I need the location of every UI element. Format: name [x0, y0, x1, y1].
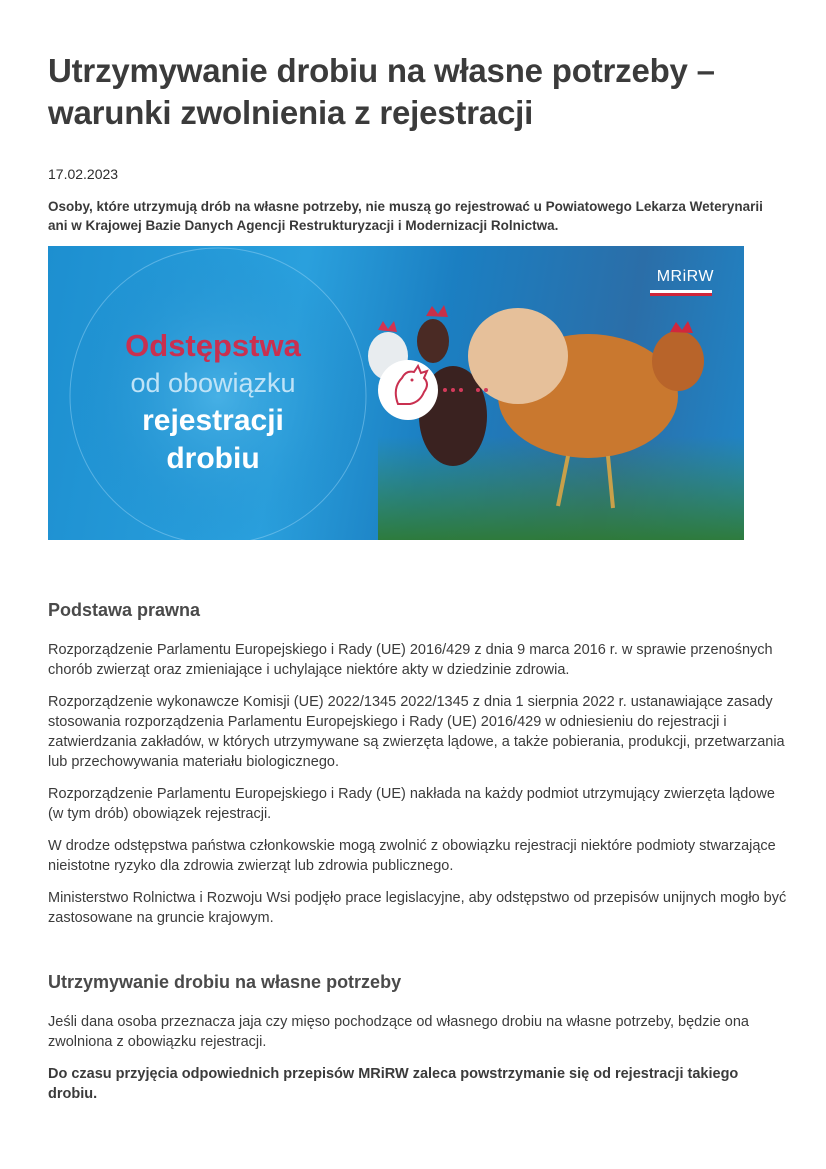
document-page	[48, 50, 788, 1104]
flag-stripe	[650, 290, 712, 296]
lead-paragraph: Osoby, które utrzymują drób na własne potrzeby, nie muszą go rejestrować u Powiatowego Lekarza Weterynarii ani w Krajowej Bazie Danych Agencji Restrukturyzacji i Modernizacji Rolnictwa.	[48, 199, 763, 233]
page-title: Utrzymywanie drobiu na własne potrzeby – warunki zwolnienia z rejestracji	[48, 52, 715, 131]
banner-line-1: Odstępstwa	[125, 328, 301, 363]
section-heading-legal-basis: Podstawa prawna	[48, 600, 201, 620]
recommendation-paragraph: Do czasu przyjęcia odpowiednich przepisów MRiRW zaleca powstrzymanie się od rejestracji takiego drobiu.	[48, 1066, 739, 1102]
banner-line-3: rejestracji	[142, 404, 284, 437]
legal-paragraph: W drodze odstępstwa państwa członkowskie mogą zwolnić z obowiązku rejestracji niektóre podmioty stwarzające nieistotne ryzyko dla zdrowia zwierząt lub zdrowia publicznego.	[48, 838, 776, 874]
own-use-paragraph: Jeśli dana osoba przeznacza jaja czy mięso pochodzące od własnego drobiu na własne potrzeby, będzie ona zwolniona z obowiązku rejestracji.	[48, 1014, 749, 1050]
rooster-icon	[378, 360, 438, 420]
legal-paragraph: Rozporządzenie Parlamentu Europejskiego i Rady (UE) 2016/429 z dnia 9 marca 2016 r. w sprawie przenośnych chorób zwierząt oraz zmieniające i uchylające niektóre akty w dziedzinie zdrowia.	[48, 642, 773, 678]
header-banner-image	[48, 246, 744, 540]
banner-line-2: od obowiązku	[130, 368, 296, 398]
publication-date: 17.02.2023	[48, 166, 119, 182]
section-heading-own-use: Utrzymywanie drobiu na własne potrzeby	[48, 972, 402, 992]
legal-paragraph: Rozporządzenie Parlamentu Europejskiego i Rady (UE) nakłada na każdy podmiot utrzymujący zwierzęta lądowe (w tym drób) obowiązek rejestracji.	[48, 786, 775, 822]
brand-logo-text: MRiRW	[656, 268, 714, 285]
legal-paragraph: Ministerstwo Rolnictwa i Rozwoju Wsi podjęło prace legislacyjne, aby odstępstwo od przepisów unijnych mogło być zastosowane na gruncie krajowym.	[48, 890, 787, 926]
legal-paragraph: Rozporządzenie wykonawcze Komisji (UE) 2022/1345 2022/1345 z dnia 1 sierpnia 2022 r. ustanawiające zasady stosowania rozporządzenia Parlamentu Europejskiego i Rady (UE) 2016/429 w odniesieniu do rejestracji i zatwierdzania zakładów, w których utrzymywane są zwierzęta lądowe, a także pobierania, produkcji, przetwarzania lub przechowywania materiału biologicznego.	[48, 694, 785, 770]
banner-line-4: drobiu	[166, 442, 260, 475]
